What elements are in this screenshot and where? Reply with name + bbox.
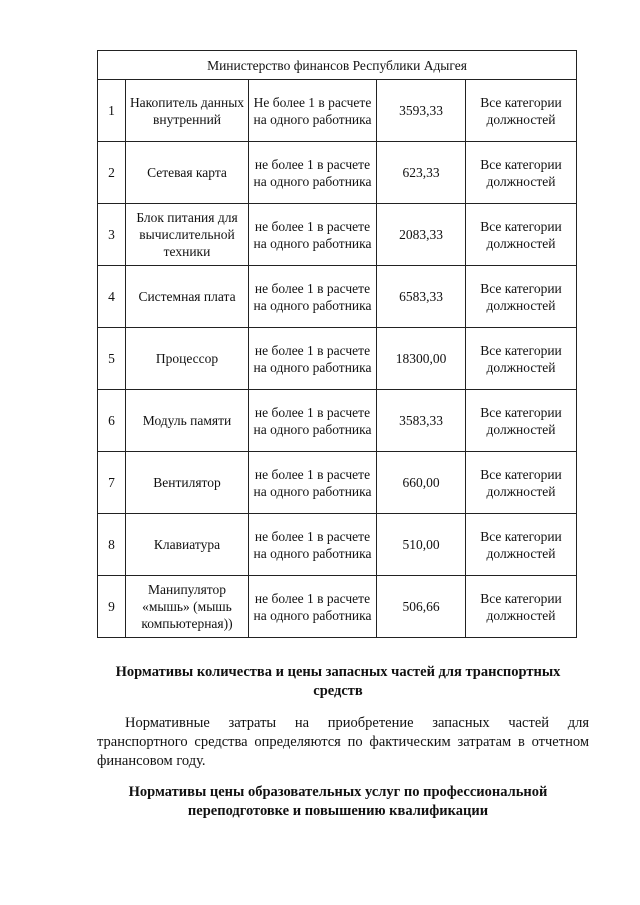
table-row: [98, 452, 577, 514]
row-number: 1: [98, 80, 126, 142]
item-category: Все категории должностей: [466, 142, 577, 204]
table-row: [98, 204, 577, 266]
item-category: Все категории должностей: [466, 204, 577, 266]
table-row: [98, 328, 577, 390]
row-number: 2: [98, 142, 126, 204]
item-price: 18300,00: [377, 328, 466, 390]
item-name: Блок питания для вычислительной техники: [126, 204, 249, 266]
table-row: [98, 142, 577, 204]
item-category: Все категории должностей: [466, 576, 577, 638]
table-row: [98, 266, 577, 328]
item-quantity-norm: не более 1 в расчете на одного работника: [249, 266, 377, 328]
item-name: Манипулятор «мышь» (мышь компьютерная)): [126, 576, 249, 638]
item-name: Клавиатура: [126, 514, 249, 576]
item-price: 506,66: [377, 576, 466, 638]
row-number: 6: [98, 390, 126, 452]
item-price: 623,33: [377, 142, 466, 204]
item-price: 660,00: [377, 452, 466, 514]
row-number: 5: [98, 328, 126, 390]
table-row: [98, 576, 577, 638]
item-category: Все категории должностей: [466, 452, 577, 514]
item-quantity-norm: не более 1 в расчете на одного работника: [249, 452, 377, 514]
item-price: 2083,33: [377, 204, 466, 266]
item-category: Все категории должностей: [466, 80, 577, 142]
item-quantity-norm: не более 1 в расчете на одного работника: [249, 328, 377, 390]
item-quantity-norm: не более 1 в расчете на одного работника: [249, 576, 377, 638]
item-name: Процессор: [126, 328, 249, 390]
item-category: Все категории должностей: [466, 514, 577, 576]
row-number: 4: [98, 266, 126, 328]
item-quantity-norm: не более 1 в расчете на одного работника: [249, 390, 377, 452]
section-heading-education-services: Нормативы цены образовательных услуг по профессиональной переподготовке и повышению квалификации: [128, 784, 548, 819]
row-number: 7: [98, 452, 126, 514]
row-number: 8: [98, 514, 126, 576]
item-name: Сетевая карта: [126, 142, 249, 204]
item-quantity-norm: не более 1 в расчете на одного работника: [249, 142, 377, 204]
item-category: Все категории должностей: [466, 390, 577, 452]
item-name: Модуль памяти: [126, 390, 249, 452]
table-row: [98, 80, 577, 142]
item-name: Системная плата: [126, 266, 249, 328]
item-price: 3583,33: [377, 390, 466, 452]
item-quantity-norm: не более 1 в расчете на одного работника: [249, 514, 377, 576]
ministry-header: Министерство финансов Республики Адыгея: [98, 51, 577, 80]
item-name: Вентилятор: [126, 452, 249, 514]
transport-parts-paragraph: Нормативные затраты на приобретение запасных частей для транспортного средства определяются по фактическим затратам в отчетном финансовом году.: [97, 715, 589, 769]
item-category: Все категории должностей: [466, 266, 577, 328]
table-row: [98, 514, 577, 576]
norms-table: [97, 50, 577, 638]
item-quantity-norm: Не более 1 в расчете на одного работника: [249, 80, 377, 142]
item-price: 3593,33: [377, 80, 466, 142]
table-header-row: [98, 51, 577, 80]
table-row: [98, 390, 577, 452]
item-category: Все категории должностей: [466, 328, 577, 390]
item-price: 510,00: [377, 514, 466, 576]
section-heading-transport-parts: Нормативы количества и цены запасных частей для транспортных средств: [115, 664, 561, 699]
item-price: 6583,33: [377, 266, 466, 328]
item-name: Накопитель данных внутренний: [126, 80, 249, 142]
row-number: 3: [98, 204, 126, 266]
item-quantity-norm: не более 1 в расчете на одного работника: [249, 204, 377, 266]
row-number: 9: [98, 576, 126, 638]
